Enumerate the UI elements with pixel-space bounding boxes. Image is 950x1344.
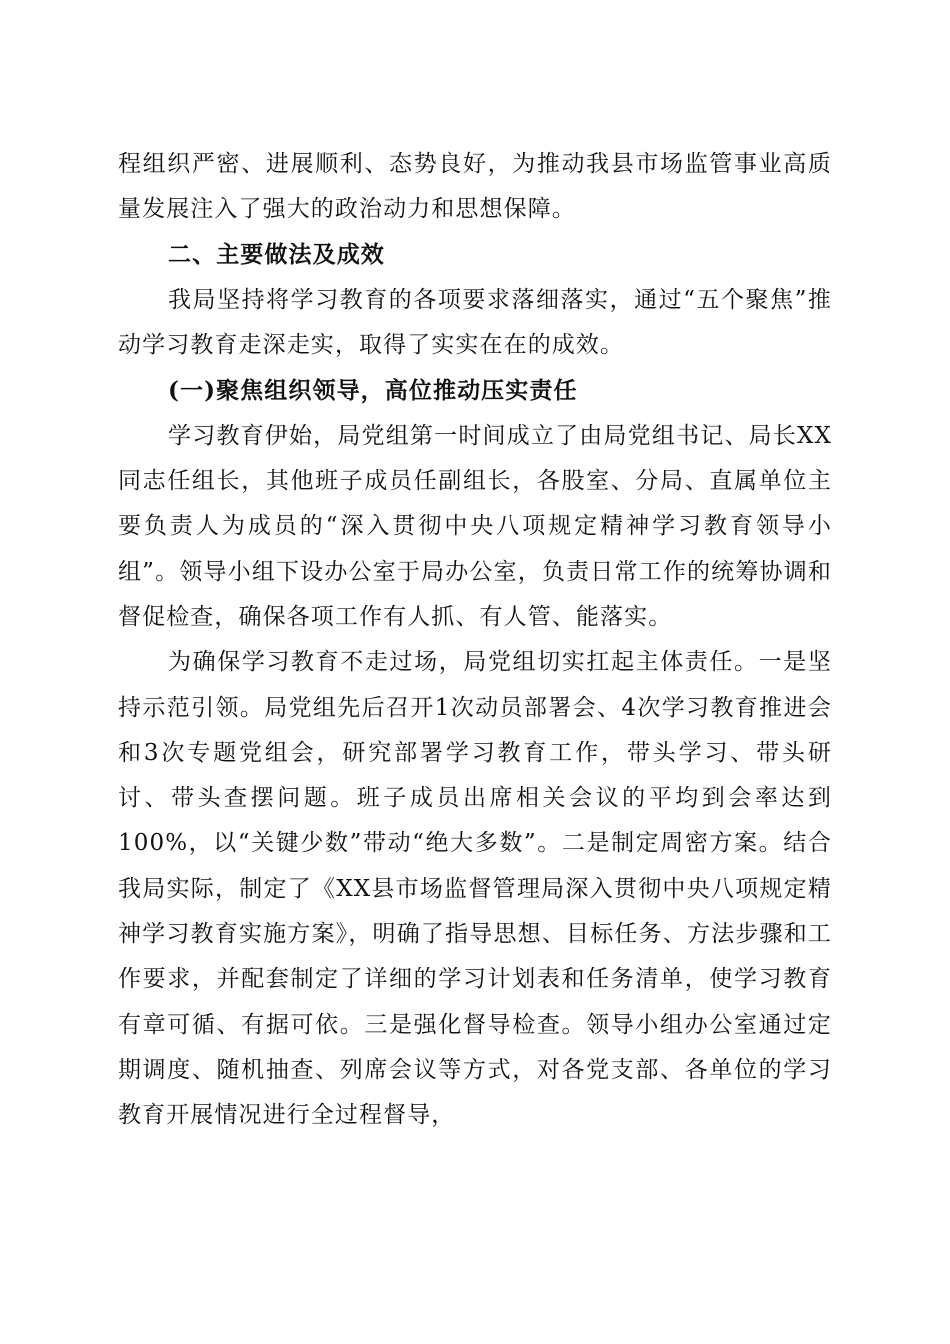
- section-heading: 二、主要做法及成效: [168, 241, 385, 268]
- document-body: [118, 142, 832, 1139]
- subsection-heading: (一)聚焦组织领导，高位推动压实责任: [168, 377, 578, 405]
- paragraph-leadership-group: 学习教育伊始，局党组第一时间成立了由局党组书记、局长XX同志任组长，其他班子成员任副组长，各股室、分局、直属单位主要负责人为成员的“深入贯彻中央八项规定精神学习教育领导小组”。领导小组下设办公室于局办公室，负责日常工作的统筹协调和督促检查，确保各项工作有人抓、有人管、能落实。: [118, 422, 832, 630]
- paragraph-responsibility: 为确保学习教育不走过场，局党组切实扛起主体责任。一是坚持示范引领。局党组先后召开1次动员部署会、4次学习教育推进会和3次专题党组会，研究部署学习教育工作，带头学习、带头研讨、带头查摆问题。班子成员出席相关会议的平均到会率达到100%，以“关键少数”带动“绝大多数”。二是制定周密方案。结合我局实际，制定了《XX县市场监督管理局深入贯彻中央八项规定精神学习教育实施方案》，明确了指导思想、目标任务、方法步骤和工作要求，并配套制定了详细的学习计划表和任务清单，使学习教育有章可循、有据可依。三是强化督导检查。领导小组办公室通过定期调度、随机抽查、列席会议等方式，对各党支部、各单位的学习教育开展情况进行全过程督导，: [118, 649, 832, 1129]
- paragraph-continuation: 程组织严密、进展顺利、态势良好，为推动我县市场监管事业高质量发展注入了强大的政治动力和思想保障。: [118, 151, 832, 223]
- paragraph-intro: 我局坚持将学习教育的各项要求落细落实，通过“五个聚焦”推动学习教育走深走实，取得了实实在在的成效。: [118, 286, 832, 359]
